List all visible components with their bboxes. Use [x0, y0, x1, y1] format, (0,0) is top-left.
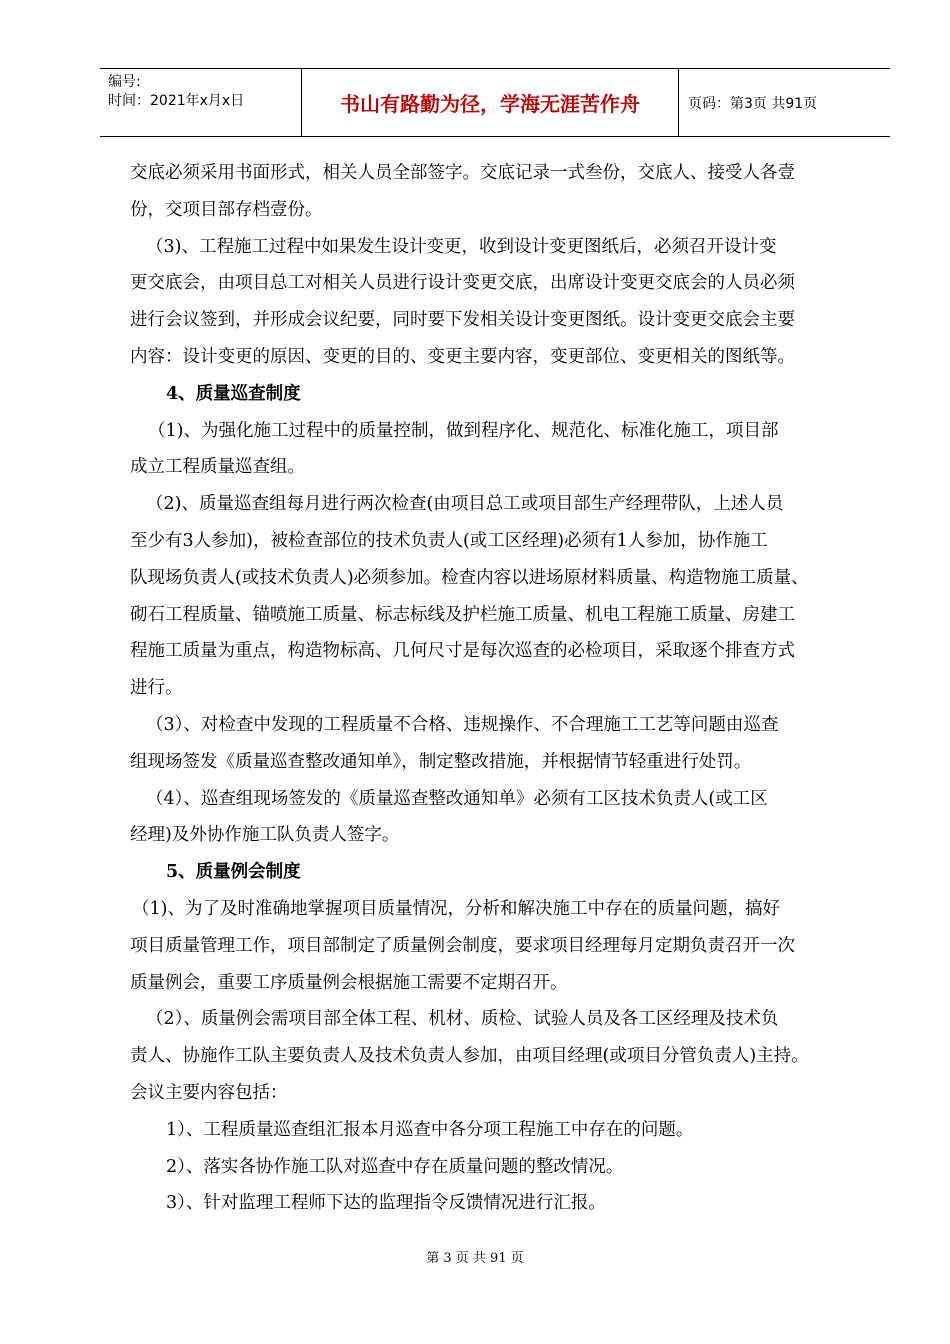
body-line: （3）、对检查中发现的工程质量不合格、违规操作、不合理施工工艺等问题由巡查 [146, 714, 779, 735]
body-line: （2）、质量例会需项目部全体工程、机材、质检、试验人员及各工区经理及技术负 [146, 1009, 779, 1030]
body-line: 质量例会，重要工序质量例会根据施工需要不定期召开。 [130, 972, 568, 993]
body-line: 至少有3人参加)，被检查部位的技术负责人(或工区经理)必须有1人参加，协作施工 [130, 530, 768, 551]
body-line: 砌石工程质量、锚喷施工质量、标志标线及护栏施工质量、机电工程施工质量、房建工 [130, 604, 795, 625]
list-item: 2）、落实各协作施工队对巡查中存在质量问题的整改情况。 [166, 1156, 624, 1177]
body-line: 份，交项目部存档壹份。 [130, 199, 323, 220]
body-line: （2)、质量巡查组每月进行两次检查(由项目总工或项目部生产经理带队，上述人员 [146, 494, 784, 515]
document-time-label: 时间：2021年x月x日 [108, 93, 245, 109]
document-body [130, 155, 890, 1222]
body-line: 会议主要内容包括： [130, 1082, 288, 1103]
header-page-info: 页码：第3页 共91页 [688, 96, 818, 112]
body-line: 责人、协施作工队主要负责人及技术负责人参加，由项目经理(或项目分管负责人)主持。 [130, 1046, 809, 1067]
body-line: 程施工质量为重点，构造物标高、几何尺寸是每次巡查的必检项目，采取逐个排查方式 [130, 641, 795, 662]
page-footer: 第 3 页 共 91 页 [426, 1251, 524, 1266]
header-meta [108, 73, 244, 111]
body-line: 成立工程质量巡查组。 [130, 457, 305, 478]
body-line: 项目质量管理工作，项目部制定了质量例会制度，要求项目经理每月定期负责召开一次 [130, 935, 795, 956]
body-line: （1)、为了及时准确地掌握项目质量情况，分析和解决施工中存在的质量问题，搞好 [132, 898, 780, 919]
body-line: 组现场签发《质量巡查整改通知单》，制定整改措施，并根据情节轻重进行处罚。 [130, 751, 752, 772]
body-line: 经理)及外协作施工队负责人签字。 [130, 825, 400, 846]
body-line: 内容：设计变更的原因、变更的目的、变更主要内容，变更部位、变更相关的图纸等。 [130, 346, 795, 367]
document-number-label: 编号: [108, 74, 141, 90]
body-line: 队现场负责人(或技术负责人)必须参加。检查内容以进场原材料质量、构造物施工质量、 [130, 567, 809, 588]
body-line: 进行会议签到，并形成会议纪要，同时要下发相关设计变更图纸。设计变更交底会主要 [130, 310, 795, 331]
header-motto: 书山有路勤为径，学海无涯苦作舟 [301, 69, 679, 136]
list-item: 1）、工程质量巡查组汇报本月巡查中各分项工程施工中存在的问题。 [166, 1119, 694, 1140]
section-heading-4: 4、质量巡查制度 [166, 383, 301, 404]
list-item: 3）、针对监理工程师下达的监理指令反馈情况进行汇报。 [166, 1193, 606, 1214]
body-line: （1)、为强化施工过程中的质量控制，做到程序化、规范化、标准化施工，项目部 [148, 420, 779, 441]
body-line: 更交底会，由项目总工对相关人员进行设计变更交底，出席设计变更交底会的人员必须 [130, 273, 795, 294]
body-line: （4）、巡查组现场签发的《质量巡查整改通知单》必须有工区技术负责人(或工区 [146, 788, 768, 809]
body-line: （3)、工程施工过程中如果发生设计变更，收到设计变更图纸后，必须召开设计变 [146, 236, 777, 257]
body-line: 交底必须采用书面形式，相关人员全部签字。交底记录一式叁份，交底人、接受人各壹 [130, 163, 795, 183]
section-heading-5: 5、质量例会制度 [166, 862, 301, 883]
page-header [100, 68, 890, 137]
body-line: 进行。 [130, 678, 183, 699]
